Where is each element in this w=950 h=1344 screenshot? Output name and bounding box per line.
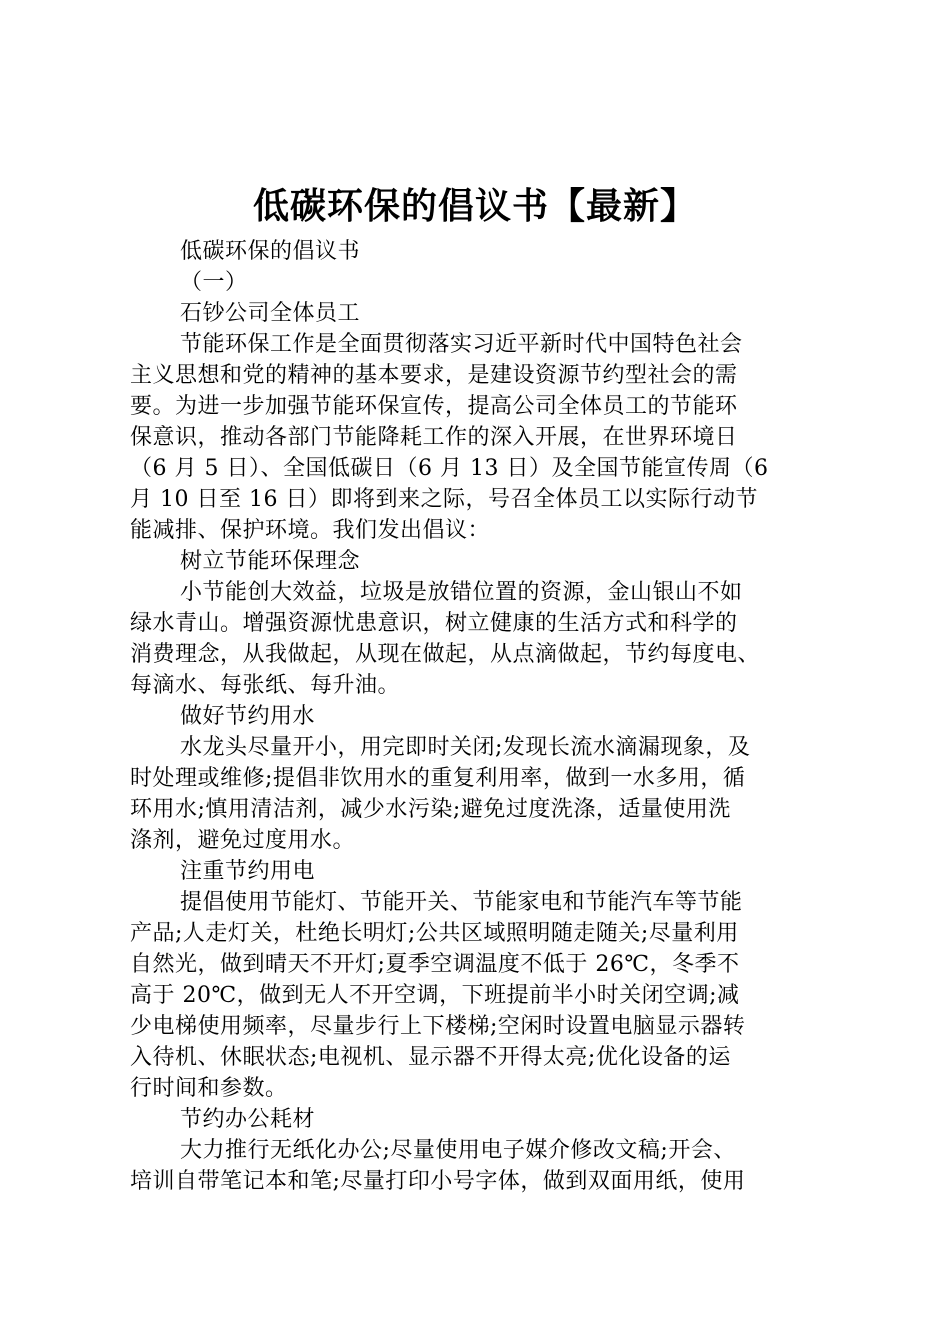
text-line: 注重节约用电 bbox=[180, 859, 316, 884]
text-line: 涤剂，避免过度用水。 bbox=[130, 828, 356, 853]
text-line: 水龙头尽量开小，用完即时关闭;发现长流水滴漏现象，及 bbox=[180, 735, 751, 760]
text-line: 每滴水、每张纸、每升油。 bbox=[130, 673, 401, 698]
text-line: 环用水;慎用清洁剂，减少水污染;避免过度洗涤，适量使用洗 bbox=[130, 797, 731, 822]
document-body bbox=[130, 236, 830, 1197]
text-line: （一） bbox=[180, 270, 248, 295]
text-line: 产品;人走灯关，杜绝长明灯;公共区域照明随走随关;尽量利用 bbox=[130, 921, 739, 946]
text-line: 自然光，做到晴天不开灯;夏季空调温度不低于 26℃，冬季不 bbox=[130, 952, 740, 977]
text-line: 高于 20℃，做到无人不开空调，下班提前半小时关闭空调;减 bbox=[130, 983, 740, 1008]
text-line: 低碳环保的倡议书 bbox=[180, 239, 361, 264]
text-line: 提倡使用节能灯、节能开关、节能家电和节能汽车等节能 bbox=[180, 890, 743, 915]
text-line: 绿水青山。增强资源忧患意识，树立健康的生活方式和科学的 bbox=[130, 611, 738, 636]
text-line: 时处理或维修;提倡非饮用水的重复利用率，做到一水多用，循 bbox=[130, 766, 746, 791]
text-line: 小节能创大效益，垃圾是放错位置的资源，金山银山不如 bbox=[180, 580, 743, 605]
text-line: 入待机、休眠状态;电视机、显示器不开得太亮;优化设备的运 bbox=[130, 1045, 731, 1070]
text-line: 要。为进一步加强节能环保宣传，提高公司全体员工的节能环 bbox=[130, 394, 738, 419]
text-line: 行时间和参数。 bbox=[130, 1076, 288, 1101]
text-line: 树立节能环保理念 bbox=[180, 549, 361, 574]
text-line: 节约办公耗材 bbox=[180, 1107, 316, 1132]
text-line: 培训自带笔记本和笔;尽量打印小号字体，做到双面用纸，使用 bbox=[130, 1169, 746, 1194]
text-line: 节能环保工作是全面贯彻落实习近平新时代中国特色社会 bbox=[180, 332, 743, 357]
document-title: 低碳环保的倡议书【最新】 bbox=[252, 186, 697, 227]
text-line: 月 10 日至 16 日）即将到来之际，号召全体员工以实际行动节 bbox=[130, 487, 758, 512]
text-line: 石钞公司全体员工 bbox=[180, 301, 361, 326]
text-line: 保意识，推动各部门节能降耗工作的深入开展，在世界环境日 bbox=[130, 425, 738, 450]
text-line: 能减排、保护环境。我们发出倡议： bbox=[130, 518, 491, 543]
text-line: 大力推行无纸化办公;尽量使用电子媒介修改文稿;开会、 bbox=[180, 1138, 736, 1163]
text-line: 做好节约用水 bbox=[180, 704, 316, 729]
text-line: 主义思想和党的精神的基本要求，是建设资源节约型社会的需 bbox=[130, 363, 738, 388]
text-line: 消费理念，从我做起，从现在做起，从点滴做起，节约每度电、 bbox=[130, 642, 761, 667]
text-line: 少电梯使用频率，尽量步行上下楼梯;空闲时设置电脑显示器转 bbox=[130, 1014, 746, 1039]
text-line: （6 月 5 日）、全国低碳日（6 月 13 日）及全国节能宣传周（6 bbox=[130, 456, 769, 481]
